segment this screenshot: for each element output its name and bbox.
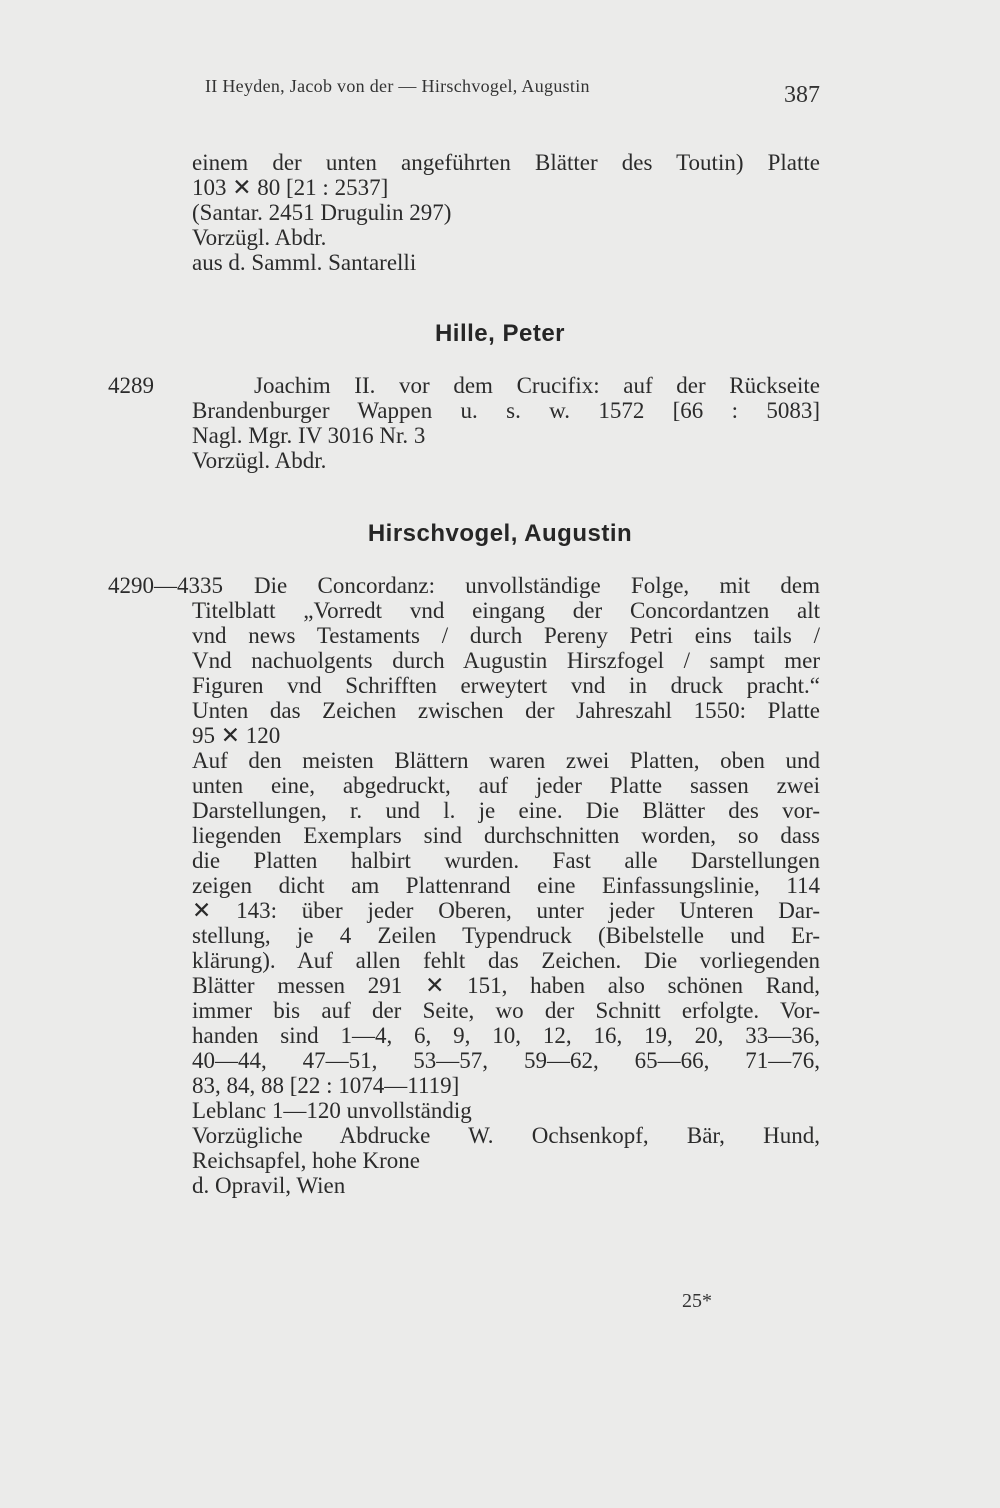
text-line: Leblanc 1—120 unvollständig [192, 1098, 472, 1123]
text-line: Auf den meisten Blättern waren zwei Platten, oben und [192, 748, 820, 773]
page-number: 387 [784, 82, 820, 108]
text-line: Die Concordanz: unvollständige Folge, mit dem [254, 573, 820, 598]
text-line: zeigen dicht am Plattenrand eine Einfassungslinie, 114 [192, 873, 820, 898]
text-line: aus d. Samml. Santarelli [192, 250, 417, 275]
text-line: 103 ✕ 80 [21 : 2537] [192, 175, 389, 200]
text-line: Blätter messen 291 ✕ 151, haben also schönen Rand, [192, 973, 820, 998]
entry-continuation [192, 150, 820, 275]
running-header: II Heyden, Jacob von der — Hirschvogel, Augustin [205, 76, 590, 96]
text-line: Reichsapfel, hohe Krone [192, 1148, 421, 1173]
text-line: 83, 84, 88 [22 : 1074—1119] [192, 1073, 460, 1098]
text-line: vnd news Testaments / durch Pereny Petri eins tails / [192, 623, 820, 648]
entry-4290-4335 [192, 573, 820, 1198]
text-line: einem der unten angeführten Blätter des Toutin) Platte [192, 150, 820, 175]
text-line: Darstellungen, r. und l. je eine. Die Blätter des vor- [192, 798, 820, 823]
text-line: ✕ 143: über jeder Oberen, unter jeder Unteren Dar- [192, 898, 820, 923]
text-line: Nagl. Mgr. IV 3016 Nr. 3 [192, 423, 426, 448]
text-line: immer bis auf der Seite, wo der Schnitt erfolgte. Vor- [192, 998, 820, 1023]
text-line: Vorzügl. Abdr. [192, 448, 327, 473]
text-line: Vnd nachuolgents durch Augustin Hirszfogel / sampt mer [192, 648, 820, 673]
text-line: klärung). Auf allen fehlt das Zeichen. Die vorliegenden [192, 948, 820, 973]
text-line: handen sind 1—4, 6, 9, 10, 12, 16, 19, 20, 33—36, [192, 1023, 820, 1048]
text-line: Titelblatt „Vorredt vnd eingang der Concordantzen alt [192, 598, 820, 623]
section-heading-hirschvogel: Hirschvogel, Augustin [367, 520, 633, 547]
entry-number-4290-4335: 4290—4335 [108, 573, 223, 598]
entry-number-4289: 4289 [108, 373, 154, 398]
text-line: 95 ✕ 120 [192, 723, 281, 748]
text-line: Joachim II. vor dem Crucifix: auf der Rückseite [254, 373, 820, 398]
section-heading-hille: Hille, Peter [434, 320, 566, 347]
text-line: 40—44, 47—51, 53—57, 59—62, 65—66, 71—76, [192, 1048, 820, 1073]
signature-mark: 25* [682, 1290, 712, 1312]
text-line: Vorzügliche Abdrucke W. Ochsenkopf, Bär, Hund, [192, 1123, 820, 1148]
text-line: die Platten halbirt wurden. Fast alle Darstellungen [192, 848, 820, 873]
text-line: stellung, je 4 Zeilen Typendruck (Bibelstelle und Er- [192, 923, 820, 948]
text-line: liegenden Exemplars sind durchschnitten worden, so dass [192, 823, 820, 848]
text-line: Unten das Zeichen zwischen der Jahreszahl 1550: Platte [192, 698, 820, 723]
text-line: Figuren vnd Schrifften erweytert vnd in druck pracht.“ [192, 673, 820, 698]
text-line: Brandenburger Wappen u. s. w. 1572 [66 : 5083] [192, 398, 820, 423]
text-line: d. Opravil, Wien [192, 1173, 346, 1198]
entry-4289 [192, 373, 820, 473]
text-line: unten eine, abgedruckt, auf jeder Platte sassen zwei [192, 773, 820, 798]
text-line: Vorzügl. Abdr. [192, 225, 327, 250]
text-line: (Santar. 2451 Drugulin 297) [192, 200, 452, 225]
